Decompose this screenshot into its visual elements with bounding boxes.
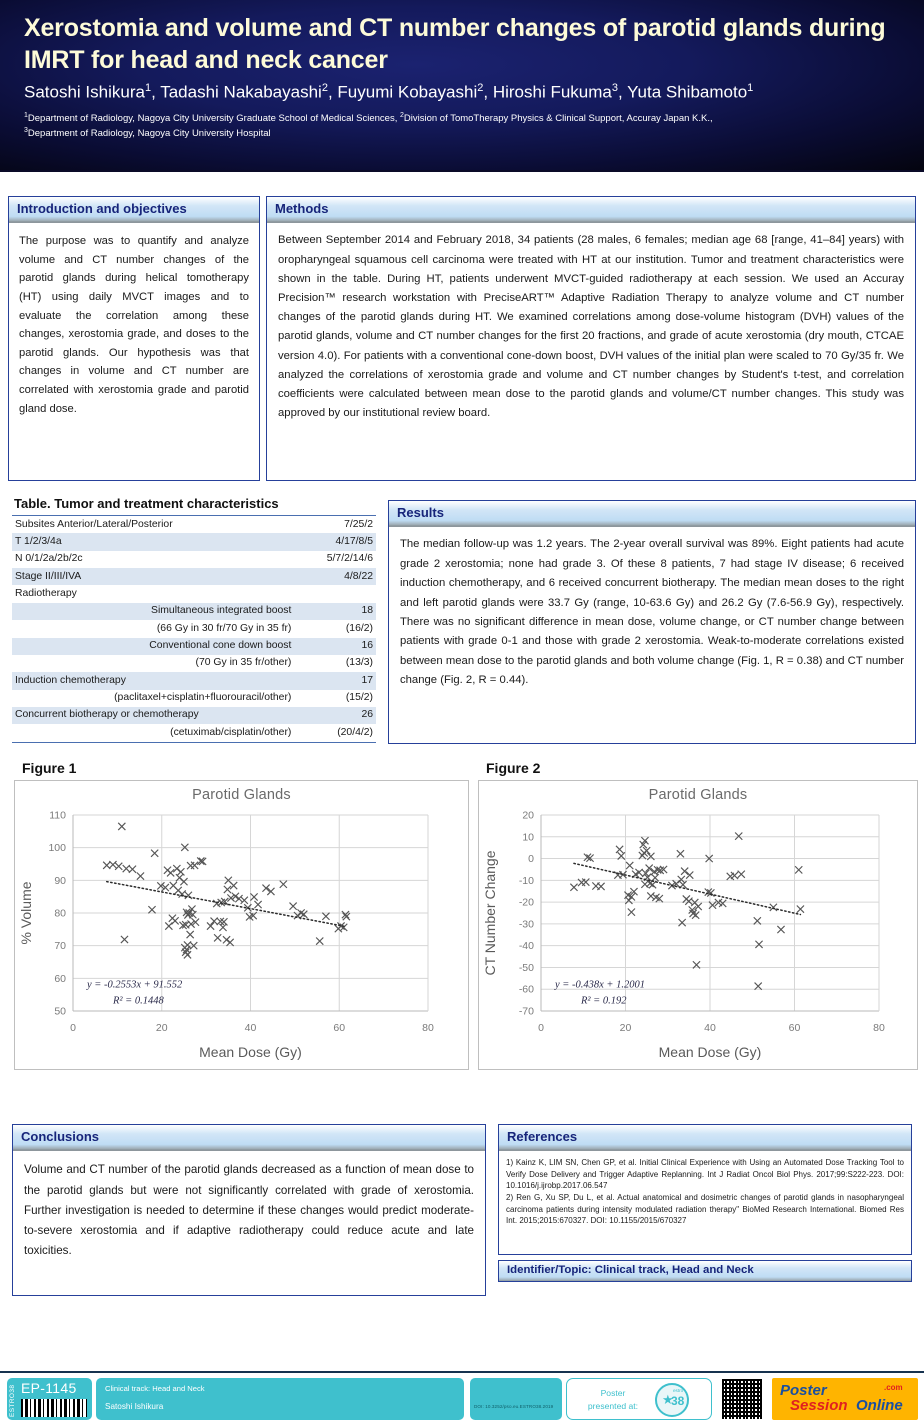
y-axis-tick-label: 70 xyxy=(54,940,66,953)
table-row xyxy=(12,585,376,602)
footer-track-band xyxy=(96,1378,464,1420)
conclusions-panel xyxy=(12,1124,486,1296)
table-row xyxy=(12,707,376,724)
table-row xyxy=(12,672,376,689)
doi-text: DOI: 10.3252/pso.eu.ESTRO38.2019 xyxy=(474,1404,554,1409)
table-cell-label: (70 Gy in 35 fr/other) xyxy=(195,657,292,669)
table-cell-label: N 0/1/2a/2b/2c xyxy=(15,553,83,565)
data-point xyxy=(677,850,684,857)
references-panel xyxy=(498,1124,912,1255)
table-cell-value: 5/7/2/14/6 xyxy=(326,553,373,565)
introduction-heading: Introduction and objectives xyxy=(9,197,259,223)
pso-logo-word-2: Session xyxy=(790,1397,848,1414)
x-axis-title: Mean Dose (Gy) xyxy=(658,1044,762,1060)
x-axis-tick-label: 40 xyxy=(244,1022,257,1034)
data-point xyxy=(707,889,714,896)
y-axis-tick-label: -40 xyxy=(518,940,534,953)
data-point xyxy=(214,934,221,941)
poster-title-banner xyxy=(0,0,924,172)
data-point xyxy=(230,882,237,889)
data-point xyxy=(109,861,116,868)
estro38-logo xyxy=(655,1383,689,1417)
data-point xyxy=(335,925,342,932)
table-row xyxy=(12,603,376,620)
x-axis-tick-label: 60 xyxy=(333,1022,346,1034)
data-point xyxy=(165,922,172,929)
data-point xyxy=(647,892,654,899)
data-point xyxy=(679,919,686,926)
trendline-equation: y = -0.2553x + 91.552 xyxy=(87,979,183,991)
table-row xyxy=(12,551,376,568)
data-point xyxy=(754,917,761,924)
results-body: The median follow-up was 1.2 years. The 2-year overall survival was 89%. Eight patients had acute grade 2 xerostomia; none had grade 3. Of these 8 patients, 7 had stage IV disease; 6 received induction chemotherapy, and 6 received concurrent biotherapy. The median mean doses to the right and left parotid glands were 33.7 Gy (range, 10-63.6 Gy) and 26.2 Gy (7.6-56.9 Gy), respectively. There was no significant difference in mean dose, volume change, or CT number change between patients with grade 0-1 and those with grade 2 xerostomia. Weak-to-moderate correlations existed between mean dose to the parotid glands and both volume change (Fig. 1, R = 0.38) and CT number change (Fig. 2, R = 0.44). xyxy=(400,538,904,687)
table-cell-value: 4/17/8/5 xyxy=(297,533,376,550)
data-point xyxy=(211,918,218,925)
table-cell-label: Concurrent biotherapy or chemotherapy xyxy=(12,707,297,724)
data-point xyxy=(167,869,174,876)
row-table-results xyxy=(0,496,924,752)
methods-panel xyxy=(266,196,916,481)
data-point xyxy=(735,833,742,840)
y-axis-tick-label: -50 xyxy=(518,961,534,974)
reference-item: 2) Ren G, Xu SP, Du L, et al. Actual anatomical and dosimetric changes of parotid glands in nasopharyngeal carcinoma patients during intensity modulated radiation therapy" BioMed Research International. Biomed Res Int. 2015;2015:670327. DOI: 10.1155/2015/670327 xyxy=(506,1193,904,1226)
postersessiononline-logo[interactable] xyxy=(772,1378,918,1420)
data-point xyxy=(235,895,242,902)
table-row xyxy=(12,568,376,585)
x-axis-title: Mean Dose (Gy) xyxy=(199,1044,302,1060)
references-heading: References xyxy=(499,1125,911,1151)
data-point xyxy=(187,931,194,938)
data-point xyxy=(681,868,688,875)
footer-presenter-name: Satoshi Ishikura xyxy=(105,1402,164,1411)
table-cell-label: T 1/2/3/4a xyxy=(12,533,297,550)
r-squared-label: R² = 0.192 xyxy=(581,995,627,1007)
y-axis-tick-label: 20 xyxy=(522,809,534,822)
footer-track-label: Clinical track: Head and Neck xyxy=(105,1384,205,1393)
data-point xyxy=(241,897,248,904)
data-point xyxy=(262,885,269,892)
r-squared-label: R² = 0.1448 xyxy=(113,995,164,1007)
data-point xyxy=(738,871,745,878)
presented-at-line-1: Poster xyxy=(600,1388,626,1398)
data-point xyxy=(755,983,762,990)
data-point xyxy=(207,922,214,929)
conclusions-body: Volume and CT number of the parotid glands decreased as a function of mean dose to the parotid glands but were not significantly correlated with grade of xerostomia. Further investigation is needed to determine if these changes would predict moderate-to-severe xerostomia and if adaptive radiotherapy could reduce acute and late toxicities. xyxy=(24,1163,474,1258)
data-point xyxy=(184,951,191,958)
table-cell-label: Subsites Anterior/Lateral/Posterior xyxy=(12,516,297,534)
data-point xyxy=(115,863,122,870)
data-point xyxy=(685,898,692,905)
data-point xyxy=(582,878,589,885)
data-point xyxy=(171,917,178,924)
data-point xyxy=(177,868,184,875)
y-axis-tick-label: 60 xyxy=(54,972,66,985)
table-row xyxy=(12,516,376,534)
data-point xyxy=(795,866,802,873)
figure-1-box xyxy=(14,780,469,1070)
qr-code-icon[interactable] xyxy=(722,1379,762,1419)
results-heading: Results xyxy=(389,501,915,527)
methods-body: Between September 2014 and February 2018, 34 patients (28 males, 6 females; median age 68 [range, 41–84] years) with oropharyngeal squamous cell carcinoma were treated with HT at our institution. Tumor and treatment characteristics were shown in the table. During HT, patients underwent MVCT-guided radiotherapy at each session. We used an Accuray Precision™ research workstation with PreciseART™ Adaptive Radiation Therapy to analyze volume and CT number changes of the parotid glands during HT. We examined correlations among dose-volume histogram (DVH) values of the parotid glands, volume and CT number changes for the first 20 fractions, and grade of acute xerostomia (dry mouth, CTCAE version 4.0). For patients with a conventional cone-down boost, DVH values of the initial plan were scaled to 70 Gy/35 fr. We analyzed the correlations of xerostomia grade and volume and CT number changes by Student's t-test, and correlation coefficients were calculated between mean dose to the parotid glands and volume/CT number changes. This study was approved by our institutional review board. xyxy=(278,234,904,420)
data-point xyxy=(223,936,230,943)
data-point xyxy=(616,846,623,853)
data-point xyxy=(290,903,297,910)
y-axis-tick-label: 50 xyxy=(54,1005,66,1018)
pso-logo-word-3: Online xyxy=(856,1397,903,1414)
congress-name-vertical: ESTRO38 xyxy=(9,1384,16,1417)
data-point xyxy=(625,897,632,904)
data-point xyxy=(797,905,804,912)
table-cell-value: 17 xyxy=(297,672,376,689)
data-point xyxy=(267,888,274,895)
x-axis-tick-label: 20 xyxy=(619,1022,632,1034)
data-point xyxy=(597,883,604,890)
data-point xyxy=(340,924,347,931)
poster-title: Xerostomia and volume and CT number changes of parotid glands during IMRT for head and neck cancer xyxy=(24,14,886,74)
data-point xyxy=(191,862,198,869)
y-axis-tick-label: 0 xyxy=(528,853,534,866)
y-axis-tick-label: -20 xyxy=(518,896,534,909)
data-point xyxy=(300,911,307,918)
data-point xyxy=(584,854,591,861)
row-intro-methods xyxy=(0,196,924,484)
estro-logo-word: estro xyxy=(673,1388,684,1393)
table-cell-value: 18 xyxy=(297,603,376,620)
table-row xyxy=(12,638,376,655)
x-axis-tick-label: 40 xyxy=(704,1022,716,1034)
data-point xyxy=(213,900,220,907)
poster-id: EP-1145 xyxy=(21,1380,77,1396)
data-point xyxy=(322,913,329,920)
y-axis-tick-label: -30 xyxy=(518,918,534,931)
y-axis-tick-label: -10 xyxy=(518,874,534,887)
y-axis-tick-label: -70 xyxy=(518,1005,534,1018)
row-conclusions-references xyxy=(0,1124,924,1309)
table-cell-value: 7/25/2 xyxy=(297,516,376,534)
introduction-body: The purpose was to quantify and analyze volume and CT number changes of the parotid glands during helical tomotherapy (HT) using daily MVCT images and to evaluate the correlation among these changes, xerostomia grade, and doses to the parotid glands. Our hypothesis was that changes in volume and CT number are correlated with xerostomia grade and parotid gland dose. xyxy=(19,235,249,415)
y-axis-tick-label: 90 xyxy=(54,874,66,887)
table-cell-label: Conventional cone down boost xyxy=(12,638,297,655)
data-point xyxy=(316,937,323,944)
data-point xyxy=(148,906,155,913)
y-axis-title: CT Number Change xyxy=(482,850,498,976)
data-point xyxy=(731,872,738,879)
barcode-image xyxy=(21,1399,87,1417)
figure-1-wrap xyxy=(14,760,469,1070)
data-point xyxy=(226,939,233,946)
poster-footer xyxy=(0,1371,924,1423)
table-row xyxy=(12,690,376,707)
y-axis-title: % Volume xyxy=(18,881,34,945)
data-point xyxy=(254,901,261,908)
data-point xyxy=(649,881,656,888)
figure-2-box xyxy=(478,780,918,1070)
methods-heading: Methods xyxy=(267,197,915,223)
data-point xyxy=(639,852,646,859)
data-point xyxy=(118,823,125,830)
introduction-panel xyxy=(8,196,260,481)
figure-1-plot xyxy=(15,803,468,1065)
data-point xyxy=(137,872,144,879)
author-list: Satoshi Ishikura$^1$, Tadashi Nakabayashi$^2$, Fuyumi Kobayashi$^2$, Hiroshi Fukuma$^3$, Yuta Shibamoto$^1$ xyxy=(24,82,754,102)
table-cell-value: (15/2) xyxy=(345,692,373,704)
star-icon: ★ xyxy=(662,1392,674,1407)
x-axis-tick-label: 0 xyxy=(538,1022,544,1034)
table-title: Table. Tumor and treatment characteristics xyxy=(14,496,279,511)
conclusions-heading: Conclusions xyxy=(13,1125,485,1151)
table-row xyxy=(12,620,376,637)
characteristics-table-wrap xyxy=(12,496,376,743)
poster-id-badge xyxy=(7,1378,92,1420)
table-cell-label: (cetuximab/cisplatin/other) xyxy=(12,724,297,742)
figure-1-chart-title: Parotid Glands xyxy=(192,787,291,803)
data-point xyxy=(686,872,693,879)
results-panel xyxy=(388,500,916,744)
x-axis-tick-label: 20 xyxy=(155,1022,168,1034)
table-row xyxy=(12,724,376,742)
table-cell-value: 26 xyxy=(297,707,376,724)
data-point xyxy=(570,884,577,891)
characteristics-table xyxy=(12,515,376,743)
data-point xyxy=(777,926,784,933)
affiliation-line-2: $^3$Department of Radiology, Nagoya City University Hospital xyxy=(24,126,271,140)
references-body xyxy=(499,1151,911,1233)
table-cell-label: Simultaneous integrated boost xyxy=(12,603,297,620)
data-point xyxy=(224,886,231,893)
presented-at-label xyxy=(581,1387,645,1413)
data-point xyxy=(180,878,187,885)
figure-2-label: Figure 2 xyxy=(486,760,541,776)
figure-2-chart-title: Parotid Glands xyxy=(648,787,748,803)
poster-presented-at-box xyxy=(566,1378,712,1420)
trendline xyxy=(574,863,800,914)
figure-2-plot xyxy=(479,803,917,1065)
table-cell-value: 4/8/22 xyxy=(297,568,376,585)
table-cell-value: (16/2) xyxy=(345,622,373,634)
table-cell-value xyxy=(297,585,376,602)
pso-logo-word-1: Poster xyxy=(780,1382,827,1399)
table-row xyxy=(12,655,376,672)
data-point xyxy=(719,900,726,907)
data-point xyxy=(641,881,648,888)
data-point xyxy=(626,862,633,869)
y-axis-tick-label: 110 xyxy=(49,809,66,822)
trendline-equation: y = -0.438x + 1.2001 xyxy=(555,979,645,991)
table-cell-value: 16 xyxy=(297,638,376,655)
affiliation-line-1: $^1$Department of Radiology, Nagoya City University Graduate School of Medical Sciences, $^2$Division of TomoTherapy Physics & Clinical Support, Accuray Japan K.K., xyxy=(24,112,713,125)
x-axis-tick-label: 60 xyxy=(788,1022,801,1034)
pso-logo-tld: .com xyxy=(884,1383,903,1392)
table-cell-value: (20/4/2) xyxy=(297,724,376,742)
estro-logo-number: 38 xyxy=(671,1394,685,1408)
x-axis-tick-label: 0 xyxy=(70,1022,76,1034)
table-row xyxy=(12,533,376,550)
characteristics-table-body xyxy=(12,516,376,743)
y-axis-tick-label: 100 xyxy=(48,842,66,855)
figure-1-label: Figure 1 xyxy=(22,760,77,776)
table-cell-label: Radiotherapy xyxy=(15,587,77,599)
data-point xyxy=(755,941,762,948)
data-point xyxy=(280,881,287,888)
table-cell-label: (paclitaxel+cisplatin+fluorouracil/other) xyxy=(114,692,292,704)
table-cell-value: (13/3) xyxy=(345,657,373,669)
data-point xyxy=(151,850,158,857)
y-axis-tick-label: -60 xyxy=(518,983,534,996)
data-point xyxy=(129,866,136,873)
reference-item: 1) Kainz K, LIM SN, Chen GP, et al. Initial Clinical Experience with Using an Automated Dose Tracking Tool to Verify Dose Delivery and Trigger Adaptive Replanning. Int J Radiat Oncol Biol Phys. 2017;99:S222-223. DOI: 10.1016/j.ijrobp.2017.06.547 xyxy=(506,1158,904,1191)
data-point xyxy=(121,936,128,943)
presented-at-line-2: presented at: xyxy=(587,1400,639,1411)
row-figures xyxy=(0,760,924,1105)
x-axis-tick-label: 80 xyxy=(422,1022,434,1034)
data-point xyxy=(628,909,635,916)
x-axis-tick-label: 80 xyxy=(873,1022,885,1034)
figure-2-wrap xyxy=(478,760,918,1070)
table-cell-label: Induction chemotherapy xyxy=(12,672,297,689)
identifier-topic-bar: Identifier/Topic: Clinical track, Head and Neck xyxy=(498,1260,912,1282)
y-axis-tick-label: 80 xyxy=(54,907,66,920)
table-cell-label: (66 Gy in 30 fr/70 Gy in 35 fr) xyxy=(156,622,292,634)
data-point xyxy=(250,893,257,900)
footer-doi-band xyxy=(470,1378,562,1420)
table-cell-label: Stage II/III/IVA xyxy=(12,568,297,585)
y-axis-tick-label: 10 xyxy=(522,831,534,844)
